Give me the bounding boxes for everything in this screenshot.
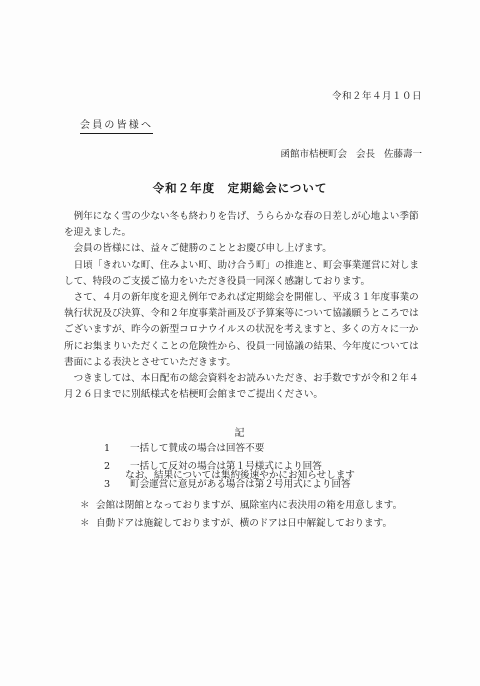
sender-organization: 函館市桔梗町会 xyxy=(280,149,347,160)
paragraph: つきましては、本日配布の総会資料をお読みいただき、お手数ですが令和２年４月２６日までに別紙様式を桔梗町会館までご提出ください。 xyxy=(64,373,419,401)
closing-statement: なお、結果については集約後速やかにお知らせします xyxy=(125,470,355,481)
sender-role: 会長 xyxy=(355,149,375,160)
note-item xyxy=(80,497,402,515)
document-body xyxy=(64,209,424,403)
paragraph: 例年になく雪の少ない冬も終わりを告げ、うららかな春の日差しが心地よい季節を迎えました。 xyxy=(64,211,419,239)
item-number: 3 xyxy=(104,479,111,490)
asterisk-icon: ＊ xyxy=(80,518,90,529)
ki-heading: 記 xyxy=(234,428,246,439)
sender-name: 佐藤壽一 xyxy=(383,149,422,160)
paragraph: さて、４月の新年度を迎え例年であれば定期総会を開催し、平成３１年度事業の執行状況及び決算、令和２年度事業計画及び予算案等について協議願うところではございますが、昨今の新型コロナウイルスの状況を考えますと、多くの方々に一か所にお集まりいただくことの危険性から、役員一同協議の結果、今年度については書面による表決とさせていただきます。 xyxy=(64,292,419,368)
document-date: 令和２年４月１０日 xyxy=(331,91,422,102)
item-text: 町会運営に意見がある場合は第２号用式により回答 xyxy=(130,479,351,490)
addressee: 会員の皆様へ xyxy=(80,116,153,134)
note-text: 自動ドアは施錠しておりますが、横のドアは日中解錠しております。 xyxy=(96,518,393,529)
notes-list xyxy=(80,497,402,533)
asterisk-icon: ＊ xyxy=(80,500,90,511)
sender-line xyxy=(280,146,422,160)
paragraph: 会員の皆様には、益々ご健勝のこととお慶び申し上げます。 xyxy=(73,243,332,255)
item-text: 一括して反対の場合は第１号様式により回答 xyxy=(130,461,322,472)
paragraph: 日頃「きれいな町、住みよい町、助け合う町」の推進と、町会事業運営に対しまして、特段のご支援ご協力をいただき役員一同深く感謝しております。 xyxy=(64,259,419,287)
item-number: 1 xyxy=(104,443,111,454)
document-title: 令和２年度 定期総会について xyxy=(152,181,328,195)
note-text: 会館は閉館となっておりますが、風除室内に表決用の箱を用意します。 xyxy=(96,500,403,511)
item-number: 2 xyxy=(104,461,111,472)
item-text: 一括して賛成の場合は回答不要 xyxy=(130,443,265,454)
note-item xyxy=(80,515,402,533)
list-item xyxy=(92,440,351,458)
